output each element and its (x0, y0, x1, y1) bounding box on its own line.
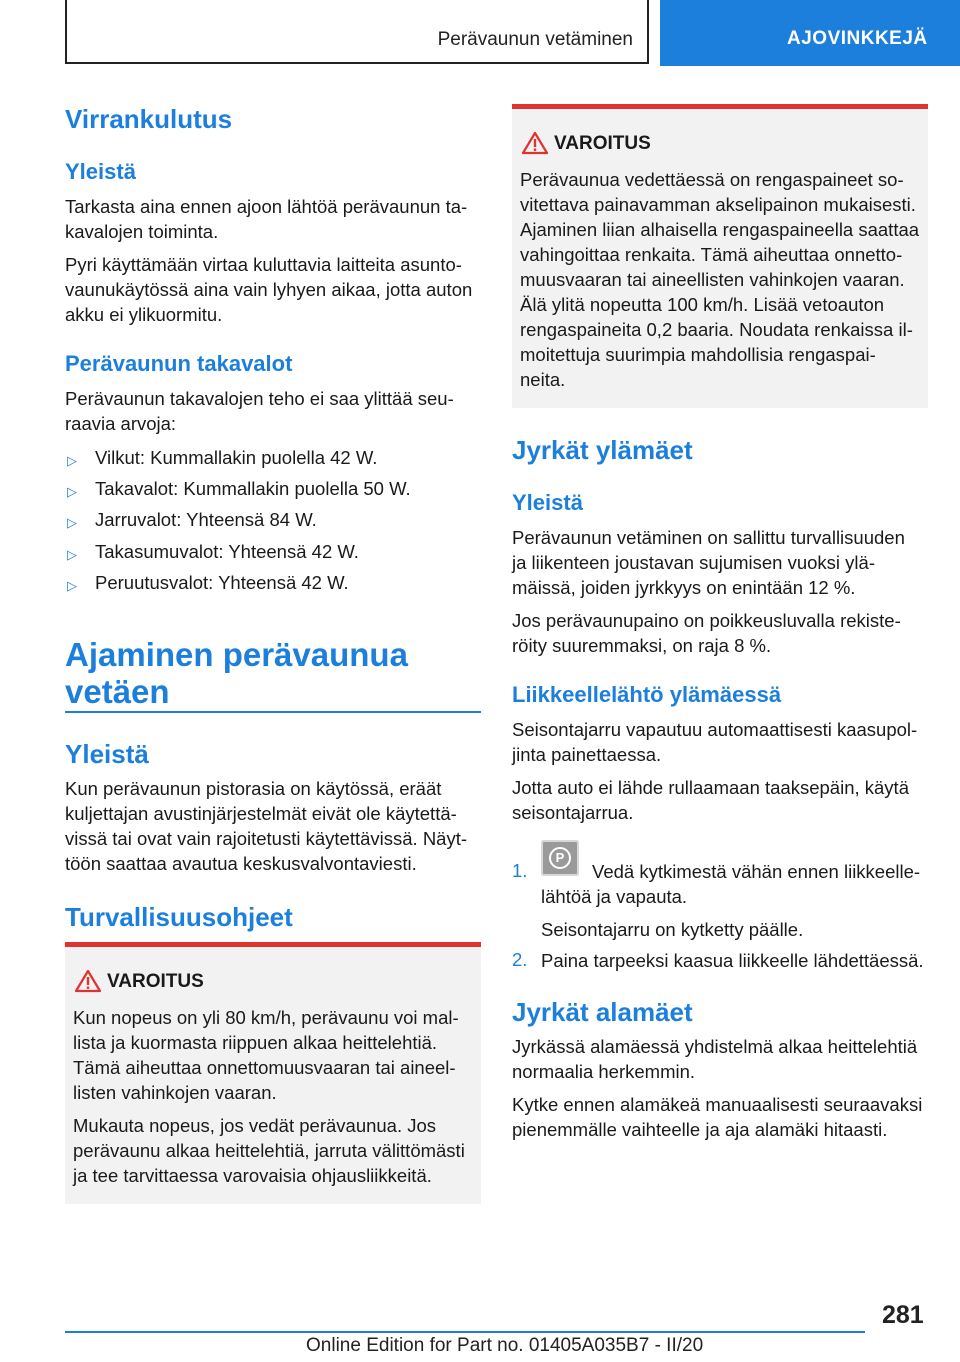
heading-takavalot: Perävaunun takavalot (65, 351, 293, 376)
paragraph-line: Kun perävaunun pistorasia on käytössä, eräät (65, 778, 442, 799)
warning-line: vitettava painavamman akselipainon mukaisesti. (520, 194, 916, 215)
section-title: Perävaunun vetäminen (437, 29, 633, 50)
paragraph-line: Tarkasta aina ennen ajoon lähtöä perävaunun ta- (65, 196, 468, 217)
paragraph-line: seisontajarrua. (512, 802, 634, 823)
paragraph-line: töön saattaa avautua keskusvalvontaviesti. (65, 853, 417, 874)
step-2 (512, 949, 928, 975)
paragraph-line: normaalia herkemmin. (512, 1061, 696, 1082)
triangle-bullet-icon: ▷ (67, 453, 77, 468)
triangle-bullet-icon: ▷ (67, 547, 77, 562)
edition-text: Online Edition for Part no. 01405A035B7 - II/20 (306, 1335, 704, 1356)
paragraph-line: Pyri käyttämään virtaa kuluttavia laitteita asunto- (65, 254, 462, 275)
list-item: ▷ Vilkut: Kummallakin puolella 42 W. (65, 446, 481, 471)
warning-box (65, 942, 481, 1204)
paragraph-line: akku ei ylikuormitu. (65, 304, 223, 325)
step-number: 1. (512, 860, 528, 881)
paragraph-line: Jotta auto ei lähde rullaamaan taaksepäin, käytä (512, 777, 909, 798)
paragraph-line: jinta painettaessa. (512, 744, 662, 765)
warning-line: listen vahinkojen vaaran. (73, 1082, 277, 1103)
footer-divider (65, 1331, 865, 1333)
paragraph-line: Jyrkässä alamäessä yhdistelmä alkaa heittelehtiä (512, 1036, 918, 1057)
warning-line: moitettuja suurimpia mahdollisia rengaspai- (520, 344, 876, 365)
heading-virrankulutus: Virrankulutus (65, 104, 233, 134)
step-text: Vedä kytkimestä vähän ennen liikkeelle- (592, 861, 921, 882)
list-item: ▷ Takavalot: Kummallakin puolella 50 W. (65, 477, 481, 502)
warning-line: Älä ylitä nopeutta 100 km/h. Lisää vetoauton (520, 294, 885, 315)
list-item: ▷ Takasumuvalot: Yhteensä 42 W. (65, 540, 481, 565)
warning-box (512, 104, 928, 408)
warning-line: lista ja kuormasta riippuen alkaa heittelehtiä. (73, 1032, 438, 1053)
heading-jyrkat-ylamaet: Jyrkät ylämäet (512, 435, 693, 465)
paragraph-line: raavia arvoja: (65, 413, 177, 434)
paragraph-line: Kytke ennen alamäkeä manuaalisesti seuraavaksi (512, 1094, 923, 1115)
heading-turvallisuusohjeet: Turvallisuusohjeet (65, 902, 293, 932)
paragraph-line: pienemmälle vaihteelle ja aja alamäki hitaasti. (512, 1119, 888, 1140)
warning-triangle-icon (522, 131, 548, 155)
triangle-bullet-icon: ▷ (67, 578, 77, 593)
paragraph-line: Perävaunun takavalojen teho ei saa ylittää seu- (65, 388, 454, 409)
paragraph-line: kuljettajan avustinjärjestelmät eivät ole käytettä- (65, 803, 457, 824)
heading-yleista: Yleistä (65, 739, 149, 769)
warning-line: Mukauta nopeus, jos vedät perävaunua. Jos (73, 1115, 437, 1136)
warning-line: ja tee tarvittaessa varovaisia ohjausliikkeitä. (73, 1165, 432, 1186)
list-item: ▷ Peruutusvalot: Yhteensä 42 W. (65, 571, 481, 596)
heading-yleista: Yleistä (65, 159, 136, 184)
page-number: 281 (882, 1301, 924, 1329)
warning-line: neita. (520, 369, 566, 390)
heading-liikkeellelahto: Liikkeellelähtö ylämäessä (512, 682, 782, 707)
paragraph-line: Jos perävaunupaino on poikkeusluvalla rekiste- (512, 610, 901, 631)
warning-line: perävaunu alkaa heittelehtiä, jarruta välittömästi (73, 1140, 465, 1161)
step-1 (512, 840, 928, 940)
warning-triangle-icon (75, 969, 101, 993)
paragraph-line: vaunukäytössä aina vain lyhyen aikaa, jotta auton (65, 279, 473, 300)
warning-line: vahingoittaa renkaita. Tämä aiheuttaa onnetto- (520, 244, 903, 265)
warning-line: Ajaminen liian alhaisella rengaspaineella saattaa (520, 219, 920, 240)
step-number: 2. (512, 949, 528, 970)
warning-line: Tämä aiheuttaa onnettomuusvaaran tai aineel- (73, 1057, 456, 1078)
paragraph-line: röity suuremmaksi, on raja 8 %. (512, 635, 772, 656)
chapter-title: AJOVINKKEJÄ (787, 28, 928, 49)
warning-line: muusvaaran tai aineellisten vahinkojen vaaran. (520, 269, 905, 290)
step-text: Paina tarpeeksi kaasua liikkeelle lähdettäessä. (541, 950, 924, 971)
parking-brake-icon: P (541, 840, 579, 876)
heading-ajaminen-line2: vetäen (65, 673, 170, 710)
paragraph-line: kavalojen toiminta. (65, 221, 219, 242)
warning-line: Kun nopeus on yli 80 km/h, perävaunu voi mal- (73, 1007, 459, 1028)
paragraph-line: ja liikenteen joustavan sujumisen vuoksi ylä- (512, 552, 875, 573)
page-header (0, 0, 960, 66)
warning-label: VAROITUS (107, 971, 204, 992)
step-result: Seisontajarru on kytketty päälle. (541, 919, 804, 940)
paragraph-line: mäissä, joiden jyrkkyys on enintään 12 %. (512, 577, 856, 598)
list-item: ▷ Jarruvalot: Yhteensä 84 W. (65, 508, 481, 533)
warning-label: VAROITUS (554, 133, 651, 154)
warning-line: rengaspaineita 0,2 baaria. Noudata renkaissa il- (520, 319, 913, 340)
section-divider (65, 711, 481, 713)
paragraph-line: Perävaunun vetäminen on sallittu turvallisuuden (512, 527, 905, 548)
chapter-tab (660, 0, 960, 66)
triangle-bullet-icon: ▷ (67, 515, 77, 530)
step-text: lähtöä ja vapauta. (541, 886, 688, 907)
paragraph-line: Seisontajarru vapautuu automaattisesti kaasupol- (512, 719, 918, 740)
triangle-bullet-icon: ▷ (67, 484, 77, 499)
paragraph-line: vissä tai ovat vain rajoitetusti käytettävissä. Näyt- (65, 828, 468, 849)
section-tab (65, 0, 649, 64)
heading-yleista: Yleistä (512, 490, 583, 515)
heading-ajaminen-line1: Ajaminen perävaunua (65, 636, 408, 673)
heading-jyrkat-alamaet: Jyrkät alamäet (512, 997, 693, 1027)
warning-line: Perävaunua vedettäessä on rengaspaineet so- (520, 169, 904, 190)
